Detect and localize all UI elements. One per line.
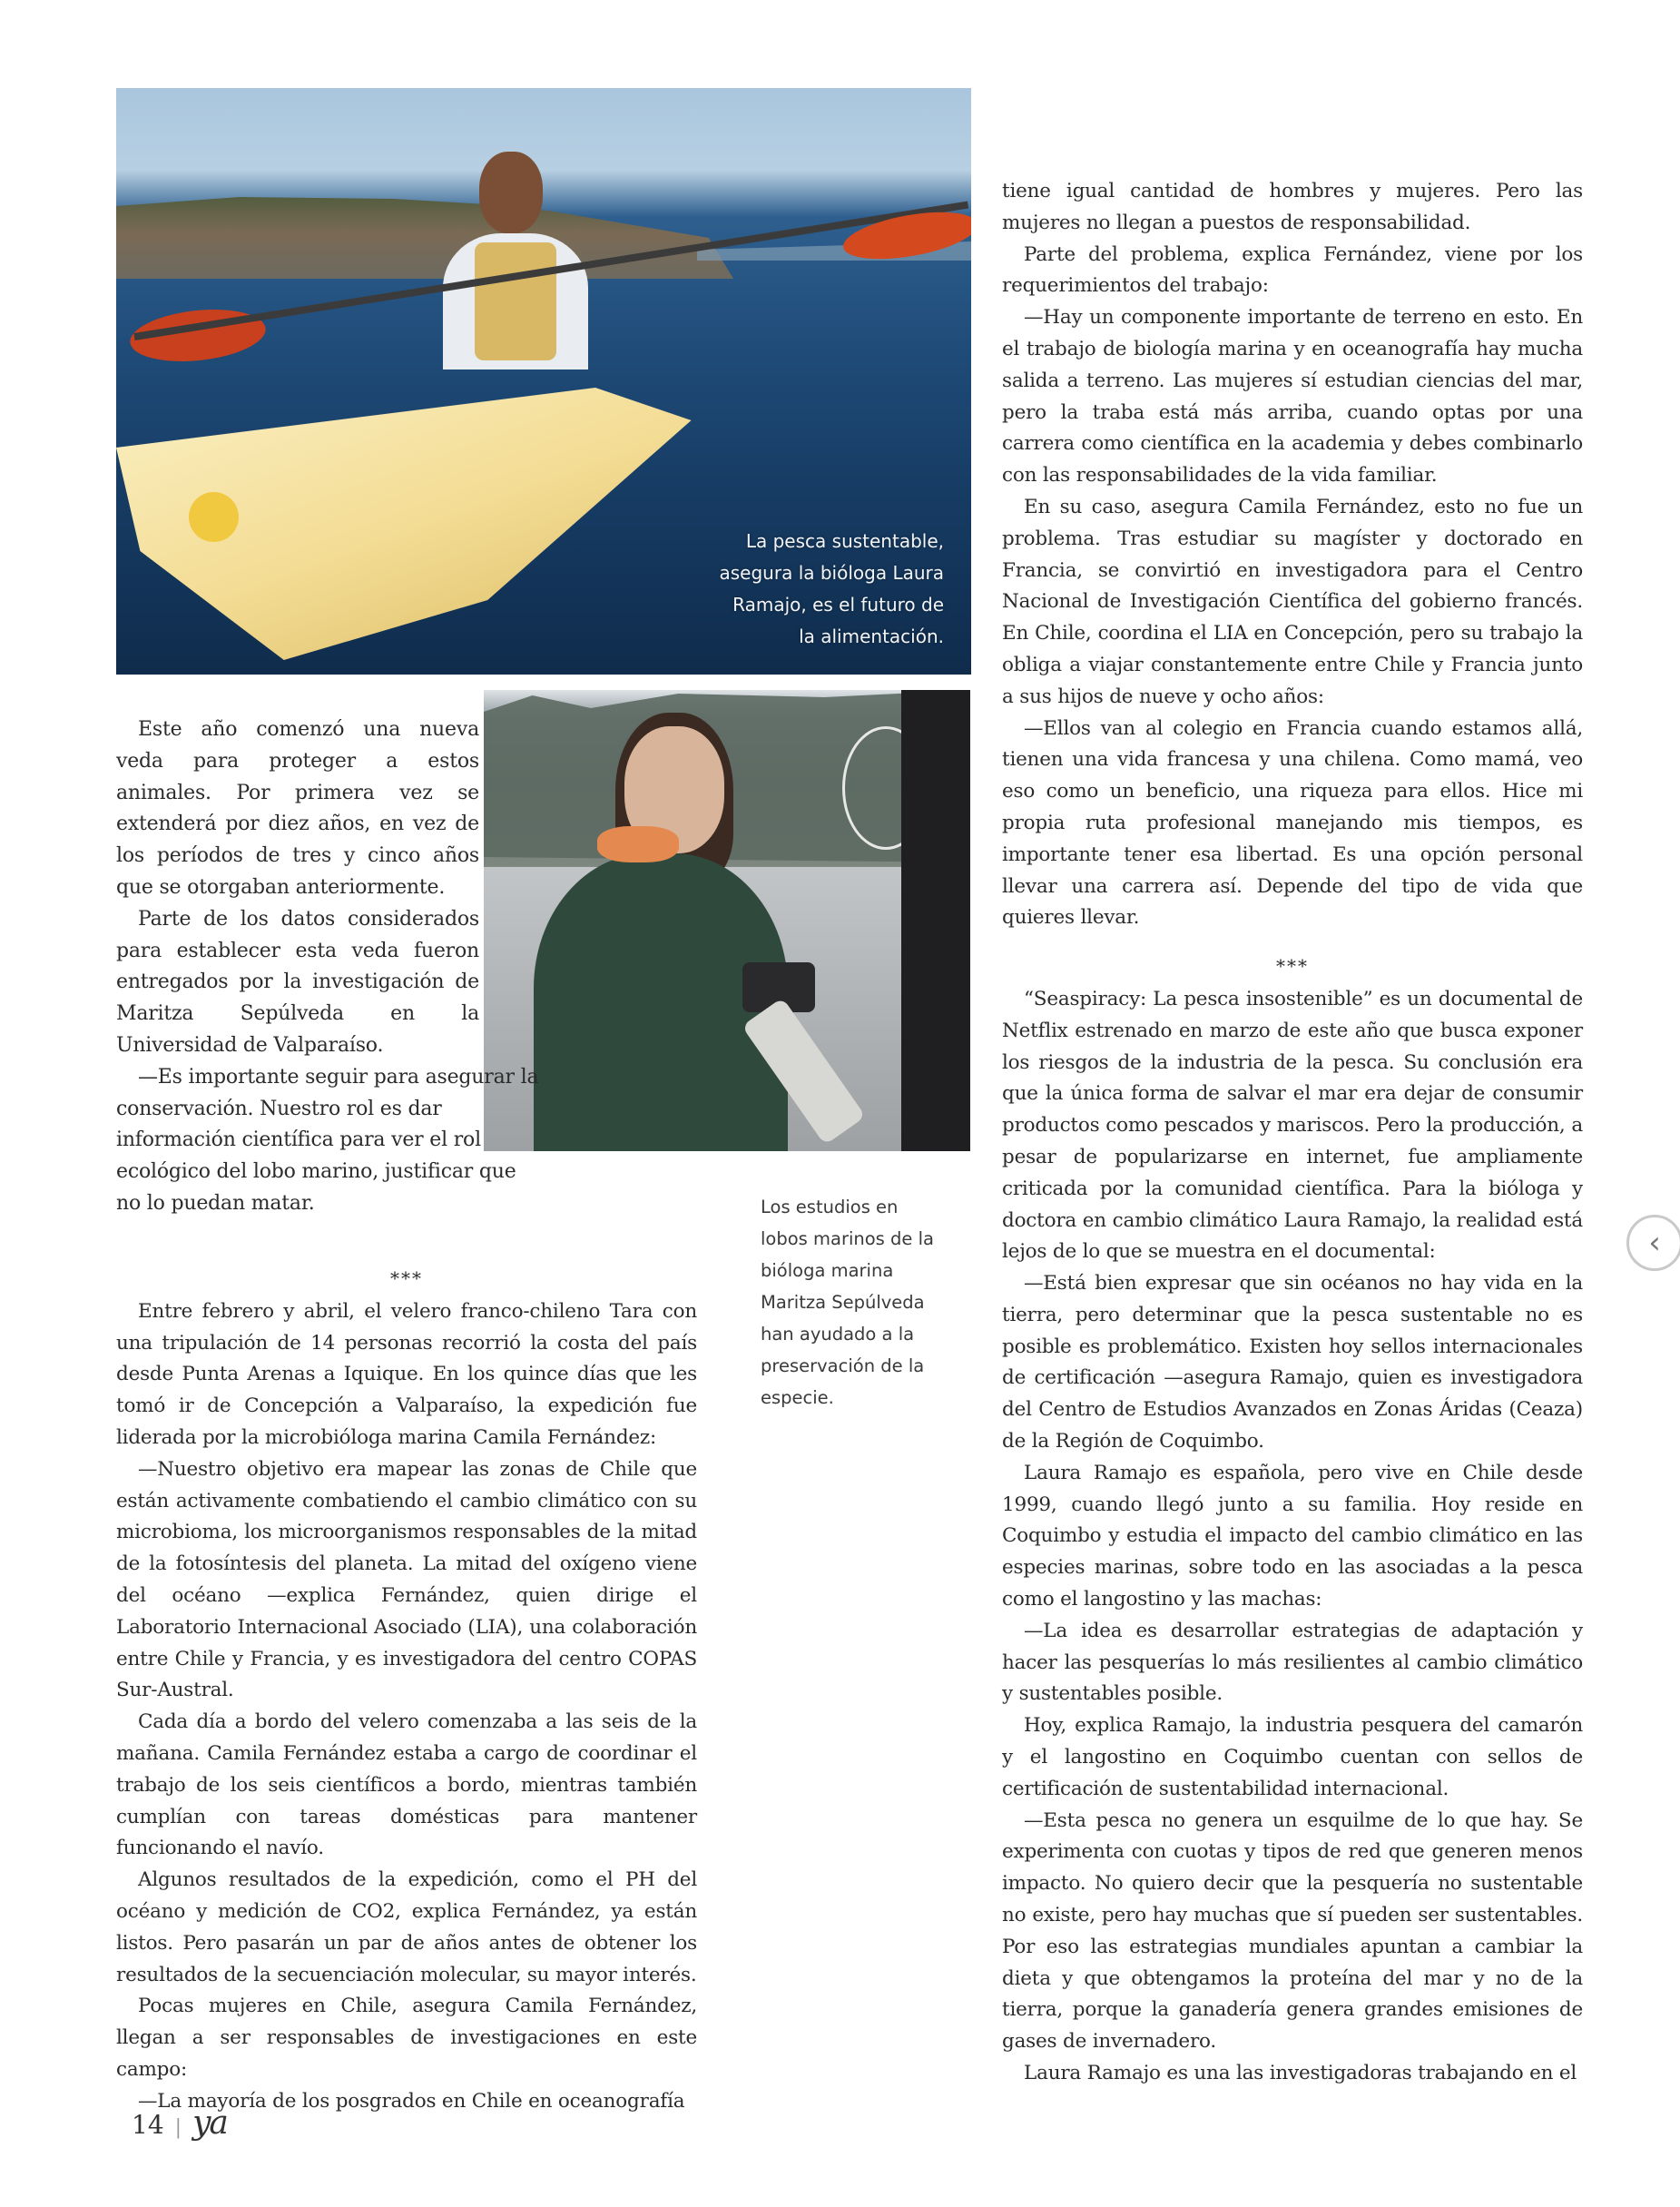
life-vest xyxy=(475,242,556,360)
coastline xyxy=(116,188,733,279)
chevron-left-icon: ‹ xyxy=(1648,1225,1661,1261)
page-footer xyxy=(132,2104,227,2142)
paragraph: —La idea es desarrollar estrategias de adaptación y hacer las pesquerías lo más resilientes al cambio climático y sustentables posible. xyxy=(1002,1619,1583,1706)
footer-separator: | xyxy=(174,2116,182,2139)
paragraph: —Ellos van al colegio en Francia cuando estamos allá, tienen una vida francesa y una chilena. Como mamá, veo eso como un beneficio, una riqueza para ellos. Hice mi propia ruta profesional manejando mis tiempos, es importante tener esa libertad. Es una opción personal llevar una carrera así. Depende del tipo de vida que quieres llevar. xyxy=(1002,716,1583,930)
kayak-photo xyxy=(116,88,971,675)
kayak-sticker xyxy=(189,492,239,542)
page-number: 14 xyxy=(132,2110,164,2140)
paragraph: Algunos resultados de la expedición, como el PH del océano y medición de CO2, explica Fernández, ya están listos. Pero pasarán un par de años antes de obtener los resultados de la secuenciación molecular, su mayor interés. xyxy=(116,1868,697,1986)
researcher-photo xyxy=(484,690,970,1151)
paragraph: —Nuestro objetivo era mapear las zonas de Chile que están activamente combatiendo el cambio climático con su microbioma, los microorganismos responsables de la mitad de la fotosíntesis del planeta. La mitad del oxígeno viene del océano —explica Fernández, quien dirige el Laboratorio Internacional Asociado (LIA), una colaboración entre Chile y Francia, y es investigadora del centro COPAS Sur-Austral. xyxy=(116,1457,697,1702)
section-separator: *** xyxy=(1276,955,1309,978)
paragraph: Parte del problema, explica Fernández, viene por los requerimientos del trabajo: xyxy=(1002,242,1583,298)
caption-line: La pesca sustentable, xyxy=(745,530,944,552)
paragraph: tiene igual cantidad de hombres y mujeres. Pero las mujeres no llegan a puestos de responsabilidad. xyxy=(1002,180,1583,234)
researcher-photo-caption xyxy=(761,1191,969,1414)
caption-line: han ayudado a la xyxy=(761,1324,915,1345)
paragraph: Laura Ramajo es una las investigadoras trabajando en el xyxy=(1024,2062,1577,2085)
kayaker xyxy=(443,152,588,369)
caption-line: asegura la bióloga Laura xyxy=(719,562,944,584)
paragraph: Este año comenzó una nueva veda para proteger a estos animales. Por primera vez se extenderá por diez años, en vez de los períodos de tres y cinco años que se otorgaban anteriormente. xyxy=(116,718,479,899)
section-separator: *** xyxy=(390,1267,423,1289)
kayak-photo-caption xyxy=(653,526,944,653)
caption-line: la alimentación. xyxy=(799,626,944,647)
paragraph: —La mayoría de los posgrados en Chile en oceanografía xyxy=(138,2089,685,2113)
caption-line: lobos marinos de la xyxy=(761,1228,934,1249)
boat-mast xyxy=(901,690,970,1151)
previous-page-button[interactable] xyxy=(1626,1215,1680,1271)
caption-line: Los estudios en xyxy=(761,1197,899,1217)
caption-line: Ramajo, es el futuro de xyxy=(732,594,944,616)
paragraph: Cada día a bordo del velero comenzaba a las seis de la mañana. Camila Fernández estaba a cargo de coordinar el trabajo de los seis científicos a bordo, mientras también cumplían con tareas domésticas para mantener funcionando el navío. xyxy=(116,1710,697,1860)
paragraph: Pocas mujeres en Chile, asegura Camila Fernández, llegan a ser responsables de investigaciones en este campo: xyxy=(116,1995,697,2081)
caption-line: bióloga marina xyxy=(761,1260,894,1281)
article-column-left-narrow xyxy=(116,714,539,1220)
kayaker-head xyxy=(479,152,543,233)
paragraph: Hoy, explica Ramajo, la industria pesquera del camarón y el langostino en Coquimbo cuentan con sellos de certificación de sustentabilidad internacional. xyxy=(1002,1714,1583,1800)
paragraph: “Seaspiracy: La pesca insostenible” es un documental de Netflix estrenado en marzo de este año que busca exponer los riesgos de la industria de la pesca. Su conclusión era que la única forma de salvar el mar era dejar de consumir productos como pescados y mariscos. Pero la producción, a pesar de popularizarse en internet, fue ampliamente criticada por la comunidad científica. Para la bióloga y doctora en cambio climático Laura Ramajo, la realidad está lejos de lo que se muestra en el documental: xyxy=(1002,987,1583,1264)
paragraph: Parte de los datos considerados para establecer esta veda fueron entregados por la investigación de Maritza Sepúlveda en la Universidad de Valparaíso. xyxy=(116,907,479,1057)
article-column-left xyxy=(116,1246,697,2118)
magazine-logo: ya xyxy=(192,2104,227,2142)
paragraph: —Es importante seguir para asegurar la conservación. Nuestro rol es dar información científica para ver el rol ecológico del lobo marino, justificar que no lo puedan matar. xyxy=(116,1065,539,1215)
caption-line: especie. xyxy=(761,1387,834,1408)
paragraph: —Está bien expresar que sin océanos no hay vida en la tierra, pero determinar que la pesca sustentable no es posible es problemático. Existen hoy sellos internacionales de certificación —asegura Ramajo, quien es investigadora del Centro de Estudios Avanzados en Zonas Áridas (Ceaza) de la Región de Coquimbo. xyxy=(1002,1272,1583,1453)
paragraph: —Hay un componente importante de terreno en esto. En el trabajo de biología marina y en oceanografía hay mucha salida a terreno. Las mujeres sí estudian ciencias del mar, pero la traba está más arriba, cuando optas por una carrera como científica en la academia y debes combinarlo con las responsabilidades de la vida familiar. xyxy=(1002,306,1583,488)
paragraph: Entre febrero y abril, el velero franco-chileno Tara con una tripulación de 14 personas recorrió la costa del país desde Punta Arenas a Iquique. En los quince días que les tomó ir de Concepción a Valparaíso, la expedición fue liderada por la microbióloga marina Camila Fernández: xyxy=(116,1299,697,1449)
paragraph: En su caso, asegura Camila Fernández, esto no fue un problema. Tras estudiar su magíster y doctorado en Francia, se convirtió en investigadora para el Centro Nacional de Investigación Científica del gobierno francés. En Chile, coordina el LIA en Concepción, pero su trabajo la obliga a viajar constantemente entre Chile y Francia junto a sus hijos de nueve y ocho años: xyxy=(1002,495,1583,708)
article-column-right xyxy=(1002,176,1583,2090)
orange-collar xyxy=(597,826,679,862)
paragraph: —Esta pesca no genera un esquilme de lo que hay. Se experimenta con cuotas y tipos de red que generen menos impacto. No quiero decir que la pesquería no sustentable no existe, pero hay muchas que sí pueden ser sustentables. Por eso las estrategias mundiales apuntan a cambiar la dieta y que obtengamos la proteína del mar y no de la tierra, porque la ganadería genera grandes emisiones de gases de invernadero. xyxy=(1002,1808,1583,2054)
paragraph: Laura Ramajo es española, pero vive en Chile desde 1999, cuando llegó junto a su familia. Hoy reside en Coquimbo y estudia el impacto del cambio climático en las especies marinas, sobre todo en las asociadas a la pesca como el langostino y las machas: xyxy=(1002,1461,1583,1611)
caption-line: Maritza Sepúlveda xyxy=(761,1292,925,1313)
caption-line: preservación de la xyxy=(761,1355,925,1376)
